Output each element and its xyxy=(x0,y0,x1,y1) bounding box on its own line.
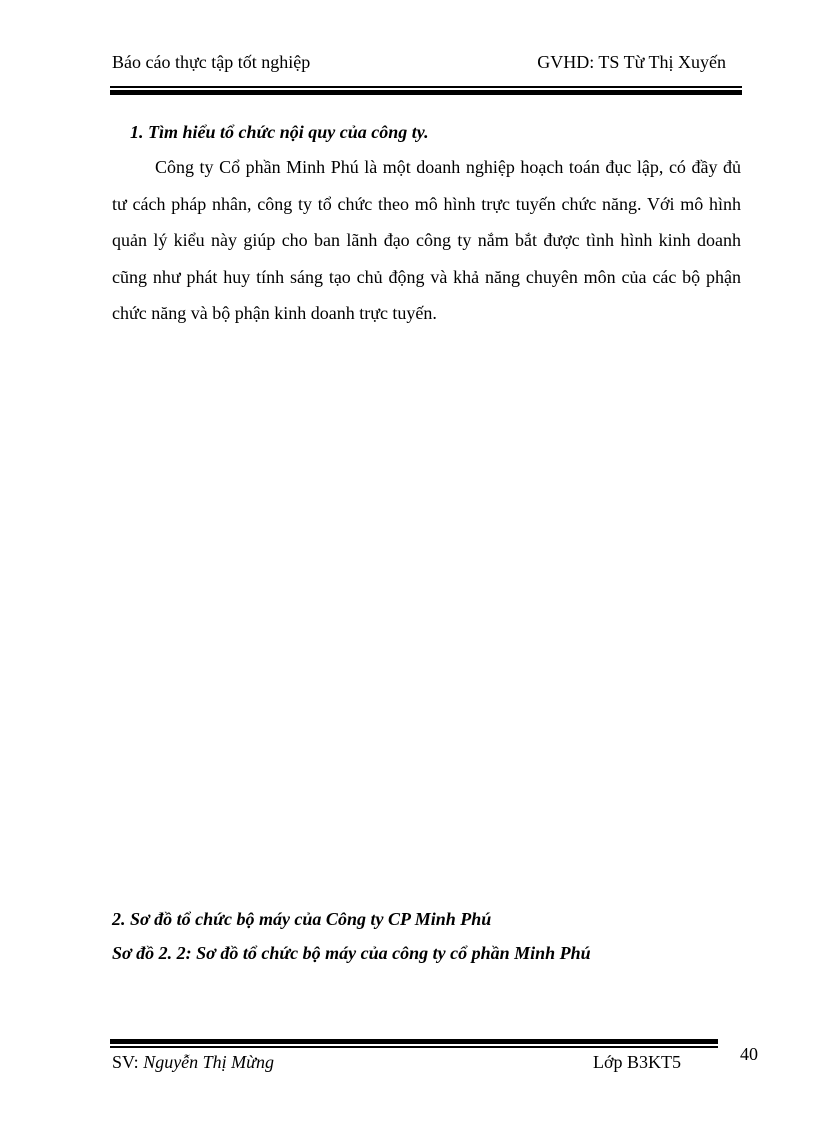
header-divider xyxy=(110,86,742,95)
footer-student-name: Nguyễn Thị Mừng xyxy=(143,1052,274,1072)
section2-title: 2. Sơ đồ tổ chức bộ máy của Công ty CP Minh Phú xyxy=(112,909,492,929)
section1-title: 1. Tìm hiểu tổ chức nội quy của công ty. xyxy=(130,122,429,142)
footer-student-label: SV: xyxy=(112,1052,144,1072)
section1-paragraph: Công ty Cổ phần Minh Phú là một doanh nghiệp hoạch toán đục lập, có đầy đủ tư cách pháp nhân, công ty tổ chức theo mô hình trực tuyến chức năng. Với mô hình quản lý kiểu này giúp cho ban lãnh đạo công ty nắm bắt được tình hình kinh doanh cũng như phát huy tính sáng tạo chủ động và khả năng chuyên môn của các bộ phận chức năng và bộ phận kinh doanh trực tuyến. xyxy=(112,157,741,323)
diagram-caption: Sơ đồ 2. 2: Sơ đồ tổ chức bộ máy của công ty cổ phần Minh Phú xyxy=(112,943,591,963)
footer-student xyxy=(112,1052,274,1073)
footer-divider xyxy=(110,1039,718,1048)
footer-class: Lớp B3KT5 xyxy=(593,1052,682,1072)
header-report-title: Báo cáo thực tập tốt nghiệp xyxy=(112,52,311,72)
page-number: 40 xyxy=(740,1044,758,1064)
header-supervisor: GVHD: TS Từ Thị Xuyến xyxy=(537,52,726,72)
